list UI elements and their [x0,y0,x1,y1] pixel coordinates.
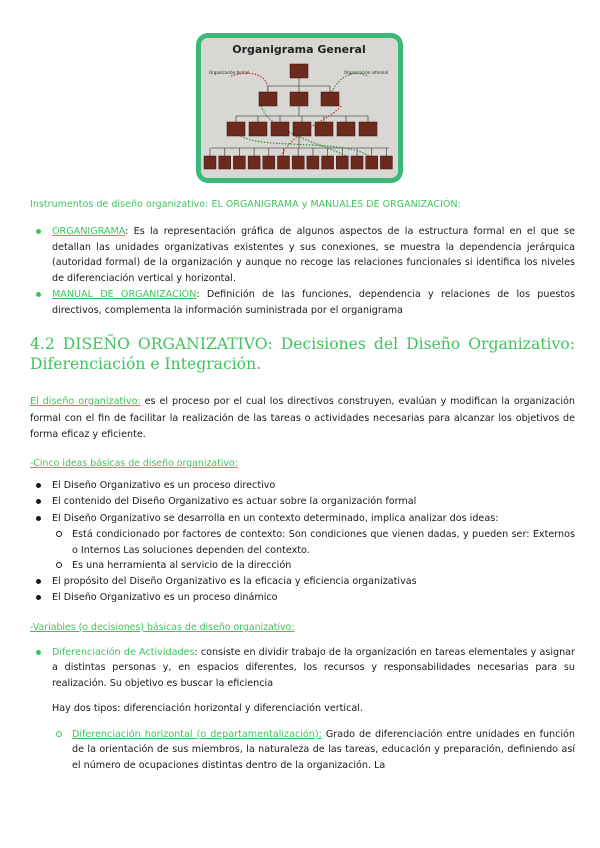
manual-text: : Definición de las funciones, dependencia y relaciones de los puestos directivos, complementa la información suministrada por el organigrama [52,289,575,316]
org-chart-title: Organigrama General [232,43,366,56]
org-box-level3 [227,122,245,136]
instruments-list [30,224,575,318]
list-item [30,287,575,318]
page-content [30,195,575,773]
organigrama-term: ORGANIGRAMA [52,226,126,237]
horizontal-text: Grado de diferenciación entre unidades en función de la orientación de sus miembros, la naturaleza de las tareas, educación y preparación, definiendo así el número de ocupaciones distintas dentro de la organización. La [72,728,575,771]
section-title: 4.2 DISEÑO ORGANIZATIVO: Decisiones del Diseño Organizativo: Diferenciación e Integración. [30,335,575,373]
organigrama-text: : Es la representación gráfica de algunos aspectos de la estructura formal en el que se detallan las unidades organizativas existentes y sus conexiones, se muestra la dependencia jerárquica (autoridad formal) de la organización y aunque no recoge las relaciones funcionales si identifica los niveles de diferenciación vertical y horizontal. [52,226,575,284]
org-box-level4 [292,156,304,169]
org-box-level4 [351,156,363,169]
list-item: El Diseño Organizativo se desarrolla en un contexto determinado, implica analizar dos ideas: [30,511,575,527]
instruments-heading: Instrumentos de diseño organizativo: EL ORGANIGRAMA y MANUALES DE ORGANIZACIÓN: [30,199,461,210]
sub-list-item: Es una herramienta al servicio de la dirección [30,558,575,574]
org-box-level4 [322,156,334,169]
org-box-level4 [307,156,319,169]
org-box-level4 [263,156,275,169]
org-box-level3 [249,122,267,136]
list-item [30,645,575,692]
org-box-level3 [315,122,333,136]
org-box-level4 [278,156,290,169]
org-box-level4 [233,156,245,169]
definition-text: es el proceso por el cual los directivos construyen, evalúan y modifican la organización formal con el fin de facilitar la realización de las tareas o actividades necesarias para alcanzar los objetivos de forma eficaz y eficiente. [30,396,575,440]
manual-term: MANUAL DE ORGANIZACIÓN [52,289,197,300]
formal-org-label: Organización formal [209,70,250,75]
sub-list-item [30,727,575,774]
definition-term: El diseño organizativo: [30,396,141,407]
list-item: El contenido del Diseño Organizativo es actuar sobre la organización formal [30,494,575,510]
org-box-top [290,64,308,78]
list-item: El propósito del Diseño Organizativo es la eficacia y eficiencia organizativas [30,574,575,590]
org-box-level3 [337,122,355,136]
horizontal-list [30,727,575,774]
org-box-level4 [248,156,260,169]
org-chart-diagram [201,38,398,178]
org-box-level2 [321,92,339,106]
sub-list-item: Está condicionado por factores de contexto: Son condiciones que vienen dadas, y pueden ser: Externos o Internos Las soluciones dependen del contexto. [30,527,575,558]
horizontal-term: Diferenciación horizontal (o departamentalización): [72,728,322,740]
definition-paragraph [30,394,575,444]
org-box-level4 [219,156,231,169]
variable-term: Diferenciación de Actividades [52,646,195,658]
list-item: El Diseño Organizativo es un proceso dinámico [30,590,575,606]
org-box-level4 [366,156,378,169]
org-box-level2 [259,92,277,106]
org-box-level4 [336,156,348,169]
org-box-level3 [293,122,311,136]
list-item: El Diseño Organizativo es un proceso directivo [30,478,575,494]
org-box-level4 [380,156,392,169]
org-box-level3 [359,122,377,136]
ideas-list [30,478,575,606]
types-text: Hay dos tipos: diferenciación horizontal y diferenciación vertical. [52,703,363,714]
org-box-level2 [290,92,308,106]
list-item [30,224,575,286]
informal-org-label: Organización informal [344,70,389,75]
variables-heading: -Variables (o decisiones) básicas de diseño organizativo: [30,621,295,633]
variable-text: : consiste en dividir trabajo de la organización en tareas elementales y asignar a distintas personas y, en espacios diferentes, los recursos y responsabilidades necesarias para su realización. Su objetivo es buscar la eficiencia [52,646,575,689]
ideas-heading: -Cinco ideas básicas de diseño organizativo: [30,457,238,469]
variables-list [30,645,575,692]
org-box-level3 [271,122,289,136]
org-chart-figure [196,33,403,183]
org-box-level4 [204,156,216,169]
